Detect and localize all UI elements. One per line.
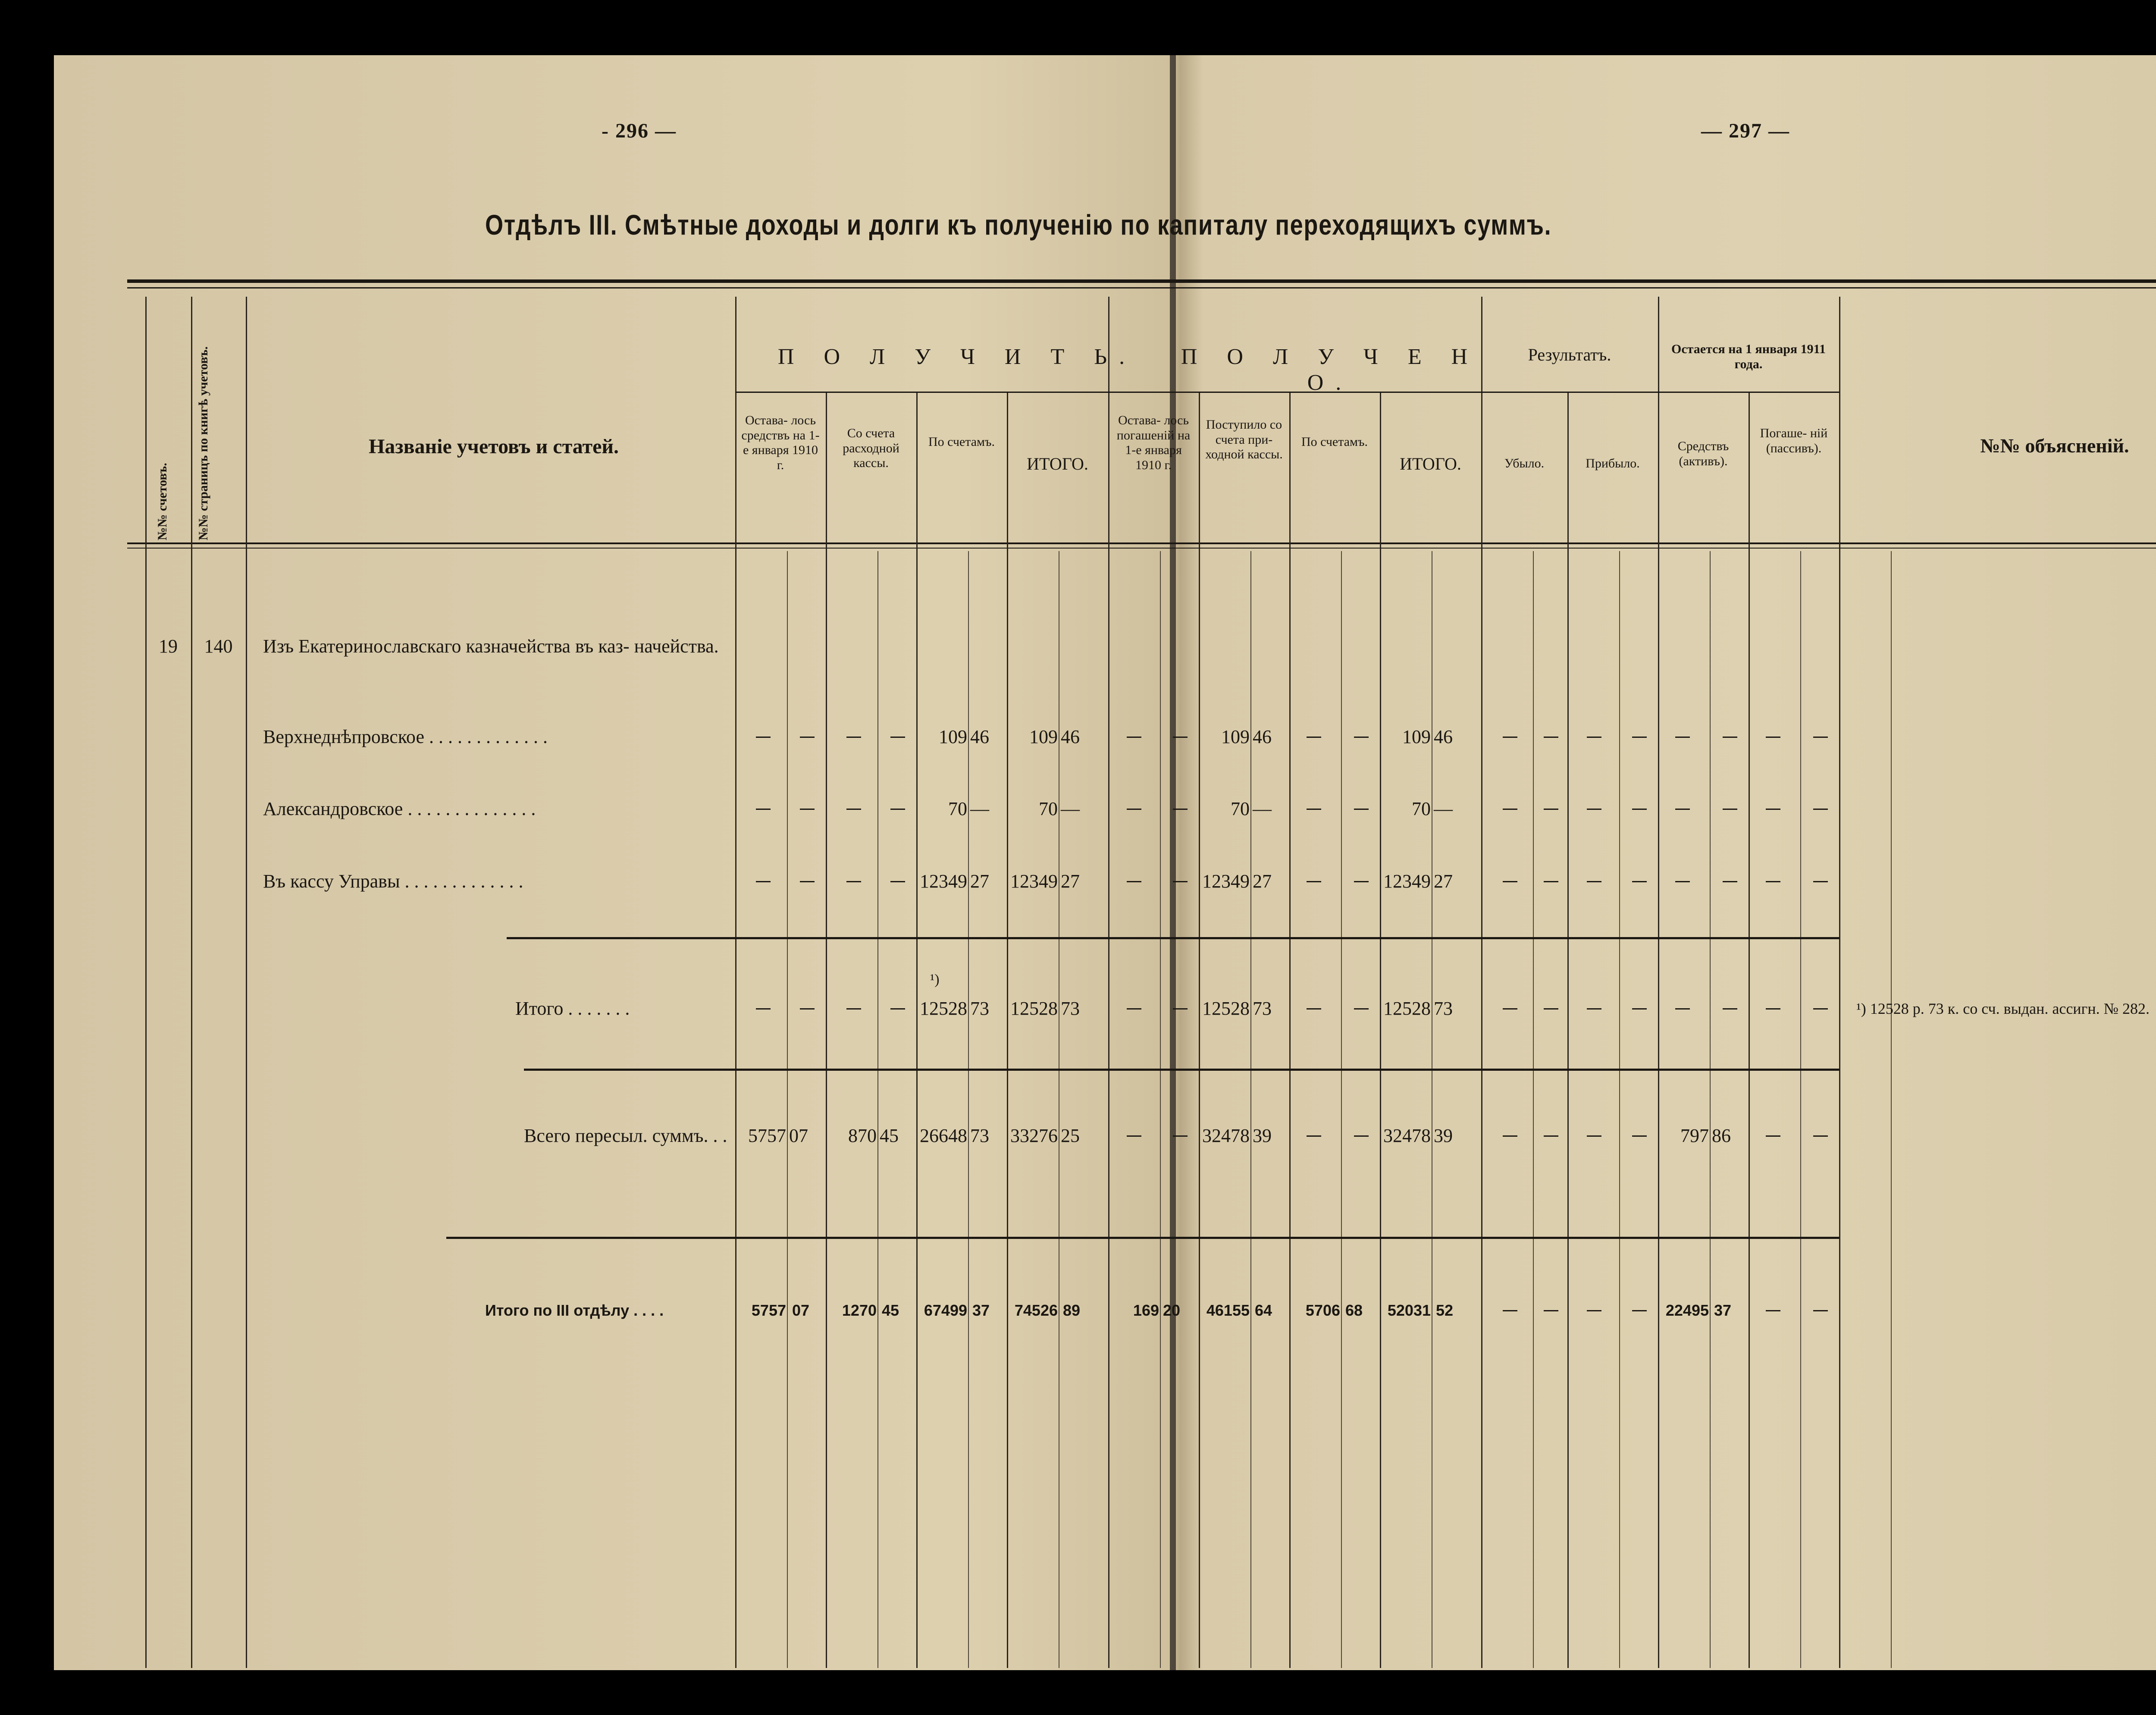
dash bbox=[1544, 1008, 1558, 1010]
header-page-number: №№ страницъ по книгѣ учетовъ. bbox=[196, 346, 210, 540]
footnote-marker: ¹) bbox=[930, 972, 940, 988]
dash bbox=[1813, 1008, 1828, 1010]
cell-kop: 73 bbox=[1253, 998, 1272, 1019]
dash bbox=[800, 809, 815, 810]
col-line bbox=[735, 297, 736, 1668]
dash bbox=[1544, 809, 1558, 810]
dash bbox=[1632, 1310, 1647, 1311]
cell-kop: 64 bbox=[1255, 1301, 1272, 1319]
dash bbox=[1766, 737, 1780, 738]
cell-kop: 25 bbox=[1061, 1125, 1080, 1146]
dash bbox=[1127, 1135, 1141, 1137]
col-line bbox=[1108, 297, 1109, 1668]
cell-kop: 27 bbox=[1061, 871, 1080, 892]
dash bbox=[1127, 737, 1141, 738]
col-line bbox=[191, 297, 192, 1668]
cell-rub: 70 bbox=[1039, 798, 1058, 819]
cell-rub: 109 bbox=[1221, 726, 1250, 747]
dash bbox=[1766, 1008, 1780, 1010]
col-line bbox=[1658, 297, 1659, 1668]
kop-line bbox=[1160, 551, 1161, 1668]
cell-kop: 89 bbox=[1063, 1301, 1081, 1319]
cell-kop: 27 bbox=[1434, 871, 1453, 892]
col-line bbox=[145, 297, 147, 1668]
header-from-expense: Со счета расходной кассы. bbox=[843, 426, 899, 470]
page-number-right: — 297 — bbox=[1701, 119, 1790, 142]
cell-rub: 70 bbox=[1231, 798, 1250, 819]
col-line bbox=[1839, 297, 1840, 1668]
cell-rub: 52031 bbox=[1387, 1301, 1431, 1319]
dash bbox=[800, 881, 815, 882]
cell-rub: 12349 bbox=[920, 871, 967, 892]
header-gain: Прибыло. bbox=[1586, 456, 1640, 470]
dash bbox=[1173, 881, 1188, 882]
dash bbox=[1354, 737, 1369, 738]
cell-rub: 70 bbox=[1412, 798, 1431, 819]
col-line bbox=[1481, 297, 1482, 1668]
dash bbox=[1503, 1135, 1517, 1137]
cell-rub: 109 bbox=[939, 726, 967, 747]
dash bbox=[1632, 1008, 1647, 1010]
dash bbox=[800, 737, 815, 738]
dash bbox=[1766, 809, 1780, 810]
cell-rub: 870 bbox=[848, 1125, 877, 1146]
col-line bbox=[1380, 392, 1381, 1668]
cell-kop: 73 bbox=[970, 998, 989, 1019]
kop-line bbox=[1891, 551, 1892, 1668]
dash bbox=[1723, 809, 1737, 810]
cell-rub: 109 bbox=[1029, 726, 1058, 747]
dash bbox=[1307, 737, 1321, 738]
dash bbox=[890, 1008, 905, 1010]
col-line bbox=[1199, 392, 1200, 1668]
dash bbox=[1173, 1135, 1188, 1137]
page-ref: 140 bbox=[204, 636, 233, 657]
col-line bbox=[1289, 392, 1291, 1668]
header-notes: №№ объясненій. bbox=[1980, 435, 2129, 457]
dash bbox=[1723, 737, 1737, 738]
header-name: Названіе учетовъ и статей. bbox=[368, 435, 619, 458]
dash bbox=[756, 1008, 771, 1010]
dash bbox=[1544, 1310, 1558, 1311]
footnote-text: ¹) 12528 р. 73 к. со сч. выдан. ассигн. № 282. bbox=[1856, 1000, 2150, 1017]
dash bbox=[1675, 809, 1690, 810]
page-title: Отдѣлъ III. Смѣтные доходы и долги къ полученію по капиталу переходящихъ суммъ. bbox=[485, 209, 1552, 241]
col-line bbox=[826, 392, 827, 1668]
cell-kop: — bbox=[970, 798, 989, 819]
cell-kop: 73 bbox=[1061, 998, 1080, 1019]
dash bbox=[1127, 1008, 1141, 1010]
cell-kop: 07 bbox=[792, 1301, 810, 1319]
dash bbox=[1813, 737, 1828, 738]
kop-line bbox=[1619, 551, 1620, 1668]
cell-kop: — bbox=[1434, 798, 1453, 819]
cell-rub: 169 bbox=[1133, 1301, 1159, 1319]
kop-line bbox=[1341, 551, 1342, 1668]
dash bbox=[1307, 1008, 1321, 1010]
cell-kop: 27 bbox=[1253, 871, 1272, 892]
top-rule-thin bbox=[127, 287, 2156, 288]
dash bbox=[1503, 1008, 1517, 1010]
cell-kop: 52 bbox=[1436, 1301, 1454, 1319]
kop-line bbox=[877, 551, 878, 1668]
cell-rub: 67499 bbox=[924, 1301, 967, 1319]
kop-line bbox=[1710, 551, 1711, 1668]
cell-rub: 797 bbox=[1680, 1125, 1709, 1146]
dash bbox=[1813, 1135, 1828, 1137]
cell-rub: 12528 bbox=[1383, 998, 1431, 1019]
row-label: Верхнеднѣпровское . . . . . . . . . . . . . bbox=[263, 726, 548, 747]
grand-total-label: Итого по III отдѣлу . . . . bbox=[485, 1301, 664, 1319]
cell-rub: 12528 bbox=[920, 998, 967, 1019]
kop-line bbox=[787, 551, 788, 1668]
cell-kop: 68 bbox=[1345, 1301, 1363, 1319]
cell-kop: 45 bbox=[882, 1301, 899, 1319]
cell-rub: 74526 bbox=[1014, 1301, 1058, 1319]
dash bbox=[1503, 809, 1517, 810]
dash bbox=[1587, 1008, 1601, 1010]
cell-rub: 1270 bbox=[842, 1301, 877, 1319]
header-by-accounts-2: По счетамъ. bbox=[1301, 435, 1368, 449]
cell-kop: 46 bbox=[1253, 726, 1272, 747]
dash bbox=[1503, 1310, 1517, 1311]
header-bottom-rule-thin bbox=[127, 548, 2156, 549]
header-group-receive: П О Л У Ч И Т Ь. bbox=[777, 345, 1137, 369]
dash bbox=[1675, 881, 1690, 882]
cell-rub: 33276 bbox=[1010, 1125, 1058, 1146]
dash bbox=[1766, 881, 1780, 882]
header-remain-1910: Остава- лось средствъ на 1-е января 1910 г. bbox=[741, 413, 820, 472]
header-received-income: Поступило со счета при- ходной кассы. bbox=[1205, 417, 1283, 461]
cell-rub: 32478 bbox=[1383, 1125, 1431, 1146]
dash bbox=[1354, 1008, 1369, 1010]
header-group-remain: Остается на 1 января 1911 года. bbox=[1671, 342, 1826, 371]
dash bbox=[1587, 1135, 1601, 1137]
col-line bbox=[1567, 392, 1569, 1668]
dash bbox=[890, 737, 905, 738]
dash bbox=[1173, 809, 1188, 810]
dash bbox=[1813, 881, 1828, 882]
dash bbox=[1766, 1135, 1780, 1137]
cell-rub: 5757 bbox=[751, 1301, 786, 1319]
cell-kop: 07 bbox=[789, 1125, 808, 1146]
col-line bbox=[1749, 392, 1750, 1668]
cell-rub: 12349 bbox=[1383, 871, 1431, 892]
row-heading: Изъ Екатеринославскаго казначейства въ каз- начейства. bbox=[263, 636, 719, 657]
header-group-result: Результатъ. bbox=[1528, 345, 1611, 364]
dash bbox=[1632, 1135, 1647, 1137]
header-bottom-rule bbox=[127, 542, 2156, 544]
grand-total-rule bbox=[446, 1237, 1839, 1239]
cell-rub: 5706 bbox=[1305, 1301, 1340, 1319]
dash bbox=[890, 881, 905, 882]
row-label: Александровское . . . . . . . . . . . . . . bbox=[263, 798, 536, 819]
total-label: Всего пересыл. суммъ. . . bbox=[524, 1125, 727, 1146]
dash bbox=[1173, 737, 1188, 738]
dash bbox=[1813, 809, 1828, 810]
kop-line bbox=[1800, 551, 1801, 1668]
cell-rub: 12349 bbox=[1010, 871, 1058, 892]
subtotal-label: Итого . . . . . . . bbox=[515, 998, 630, 1019]
cell-kop: 20 bbox=[1163, 1301, 1181, 1319]
cell-kop: 39 bbox=[1253, 1125, 1272, 1146]
cell-kop: 73 bbox=[1434, 998, 1453, 1019]
page-number-left: - 296 — bbox=[602, 119, 677, 142]
top-rule bbox=[127, 279, 2156, 283]
kop-line bbox=[1250, 551, 1251, 1668]
dash bbox=[1307, 1135, 1321, 1137]
dash bbox=[1544, 881, 1558, 882]
cell-rub: 46155 bbox=[1206, 1301, 1250, 1319]
header-assets: Средствъ (активъ). bbox=[1677, 439, 1729, 468]
dash bbox=[1354, 881, 1369, 882]
header-liabilities: Погаше- ній (пассивъ). bbox=[1760, 426, 1828, 455]
col-line bbox=[1007, 392, 1008, 1668]
dash bbox=[1587, 881, 1601, 882]
cell-rub: 70 bbox=[948, 798, 967, 819]
cell-rub: 109 bbox=[1402, 726, 1431, 747]
dash bbox=[1632, 881, 1647, 882]
dash bbox=[1173, 1008, 1188, 1010]
dash bbox=[1587, 809, 1601, 810]
cell-kop: — bbox=[1061, 798, 1080, 819]
cell-kop: 37 bbox=[972, 1301, 990, 1319]
cell-kop: 45 bbox=[880, 1125, 899, 1146]
col-line bbox=[246, 297, 247, 1668]
account-number: 19 bbox=[159, 636, 178, 657]
dash bbox=[1632, 737, 1647, 738]
book-spine bbox=[1170, 55, 1176, 1670]
cell-rub: 12528 bbox=[1202, 998, 1250, 1019]
dash bbox=[890, 809, 905, 810]
cell-rub: 26648 bbox=[920, 1125, 967, 1146]
cell-kop: 39 bbox=[1434, 1125, 1453, 1146]
cell-rub: 12528 bbox=[1010, 998, 1058, 1019]
dash bbox=[756, 881, 771, 882]
total-rule bbox=[524, 1069, 1839, 1071]
dash bbox=[1587, 737, 1601, 738]
header-total-2: ИТОГО. bbox=[1400, 454, 1461, 473]
ledger-spread bbox=[54, 55, 2156, 1670]
dash bbox=[1723, 1008, 1737, 1010]
dash bbox=[1307, 809, 1321, 810]
dash bbox=[1544, 737, 1558, 738]
cell-kop: — bbox=[1253, 798, 1272, 819]
cell-rub: 12349 bbox=[1202, 871, 1250, 892]
dash bbox=[756, 809, 771, 810]
dash bbox=[1587, 1310, 1601, 1311]
dash bbox=[846, 809, 861, 810]
dash bbox=[1354, 1135, 1369, 1137]
dash bbox=[846, 1008, 861, 1010]
header-remain-debts: Остава- лось погашеній на 1-е января 1910 г. bbox=[1116, 413, 1191, 472]
cell-kop: 27 bbox=[970, 871, 989, 892]
dash bbox=[1813, 1310, 1828, 1311]
dash bbox=[1127, 881, 1141, 882]
cell-rub: 5757 bbox=[748, 1125, 786, 1146]
dash bbox=[756, 737, 771, 738]
dash bbox=[1307, 881, 1321, 882]
header-loss: Убыло. bbox=[1504, 456, 1545, 470]
dash bbox=[1503, 881, 1517, 882]
dash bbox=[1723, 881, 1737, 882]
dash bbox=[1544, 1135, 1558, 1137]
header-group-received: П О Л У Ч Е Н О. bbox=[1181, 345, 1480, 395]
cell-kop: 37 bbox=[1714, 1301, 1732, 1319]
cell-kop: 86 bbox=[1712, 1125, 1731, 1146]
cell-kop: 73 bbox=[970, 1125, 989, 1146]
subtotal-rule bbox=[507, 937, 1839, 939]
dash bbox=[1354, 809, 1369, 810]
kop-line bbox=[1533, 551, 1534, 1668]
dash bbox=[1127, 809, 1141, 810]
cell-rub: 32478 bbox=[1202, 1125, 1250, 1146]
header-account-number: №№ счетовъ. bbox=[155, 463, 169, 540]
cell-kop: 46 bbox=[970, 726, 989, 747]
col-line bbox=[916, 392, 918, 1668]
dash bbox=[1766, 1310, 1780, 1311]
dash bbox=[846, 737, 861, 738]
cell-rub: 22495 bbox=[1665, 1301, 1709, 1319]
dash bbox=[1632, 809, 1647, 810]
cell-kop: 46 bbox=[1061, 726, 1080, 747]
cell-kop: 46 bbox=[1434, 726, 1453, 747]
dash bbox=[1675, 737, 1690, 738]
row-label: Въ кассу Управы . . . . . . . . . . . . . bbox=[263, 871, 523, 892]
kop-line bbox=[968, 551, 969, 1668]
header-total: ИТОГО. bbox=[1027, 454, 1088, 473]
header-by-accounts: По счетамъ. bbox=[928, 435, 995, 449]
dash bbox=[800, 1008, 815, 1010]
dash bbox=[1675, 1008, 1690, 1010]
dash bbox=[1503, 737, 1517, 738]
dash bbox=[846, 881, 861, 882]
